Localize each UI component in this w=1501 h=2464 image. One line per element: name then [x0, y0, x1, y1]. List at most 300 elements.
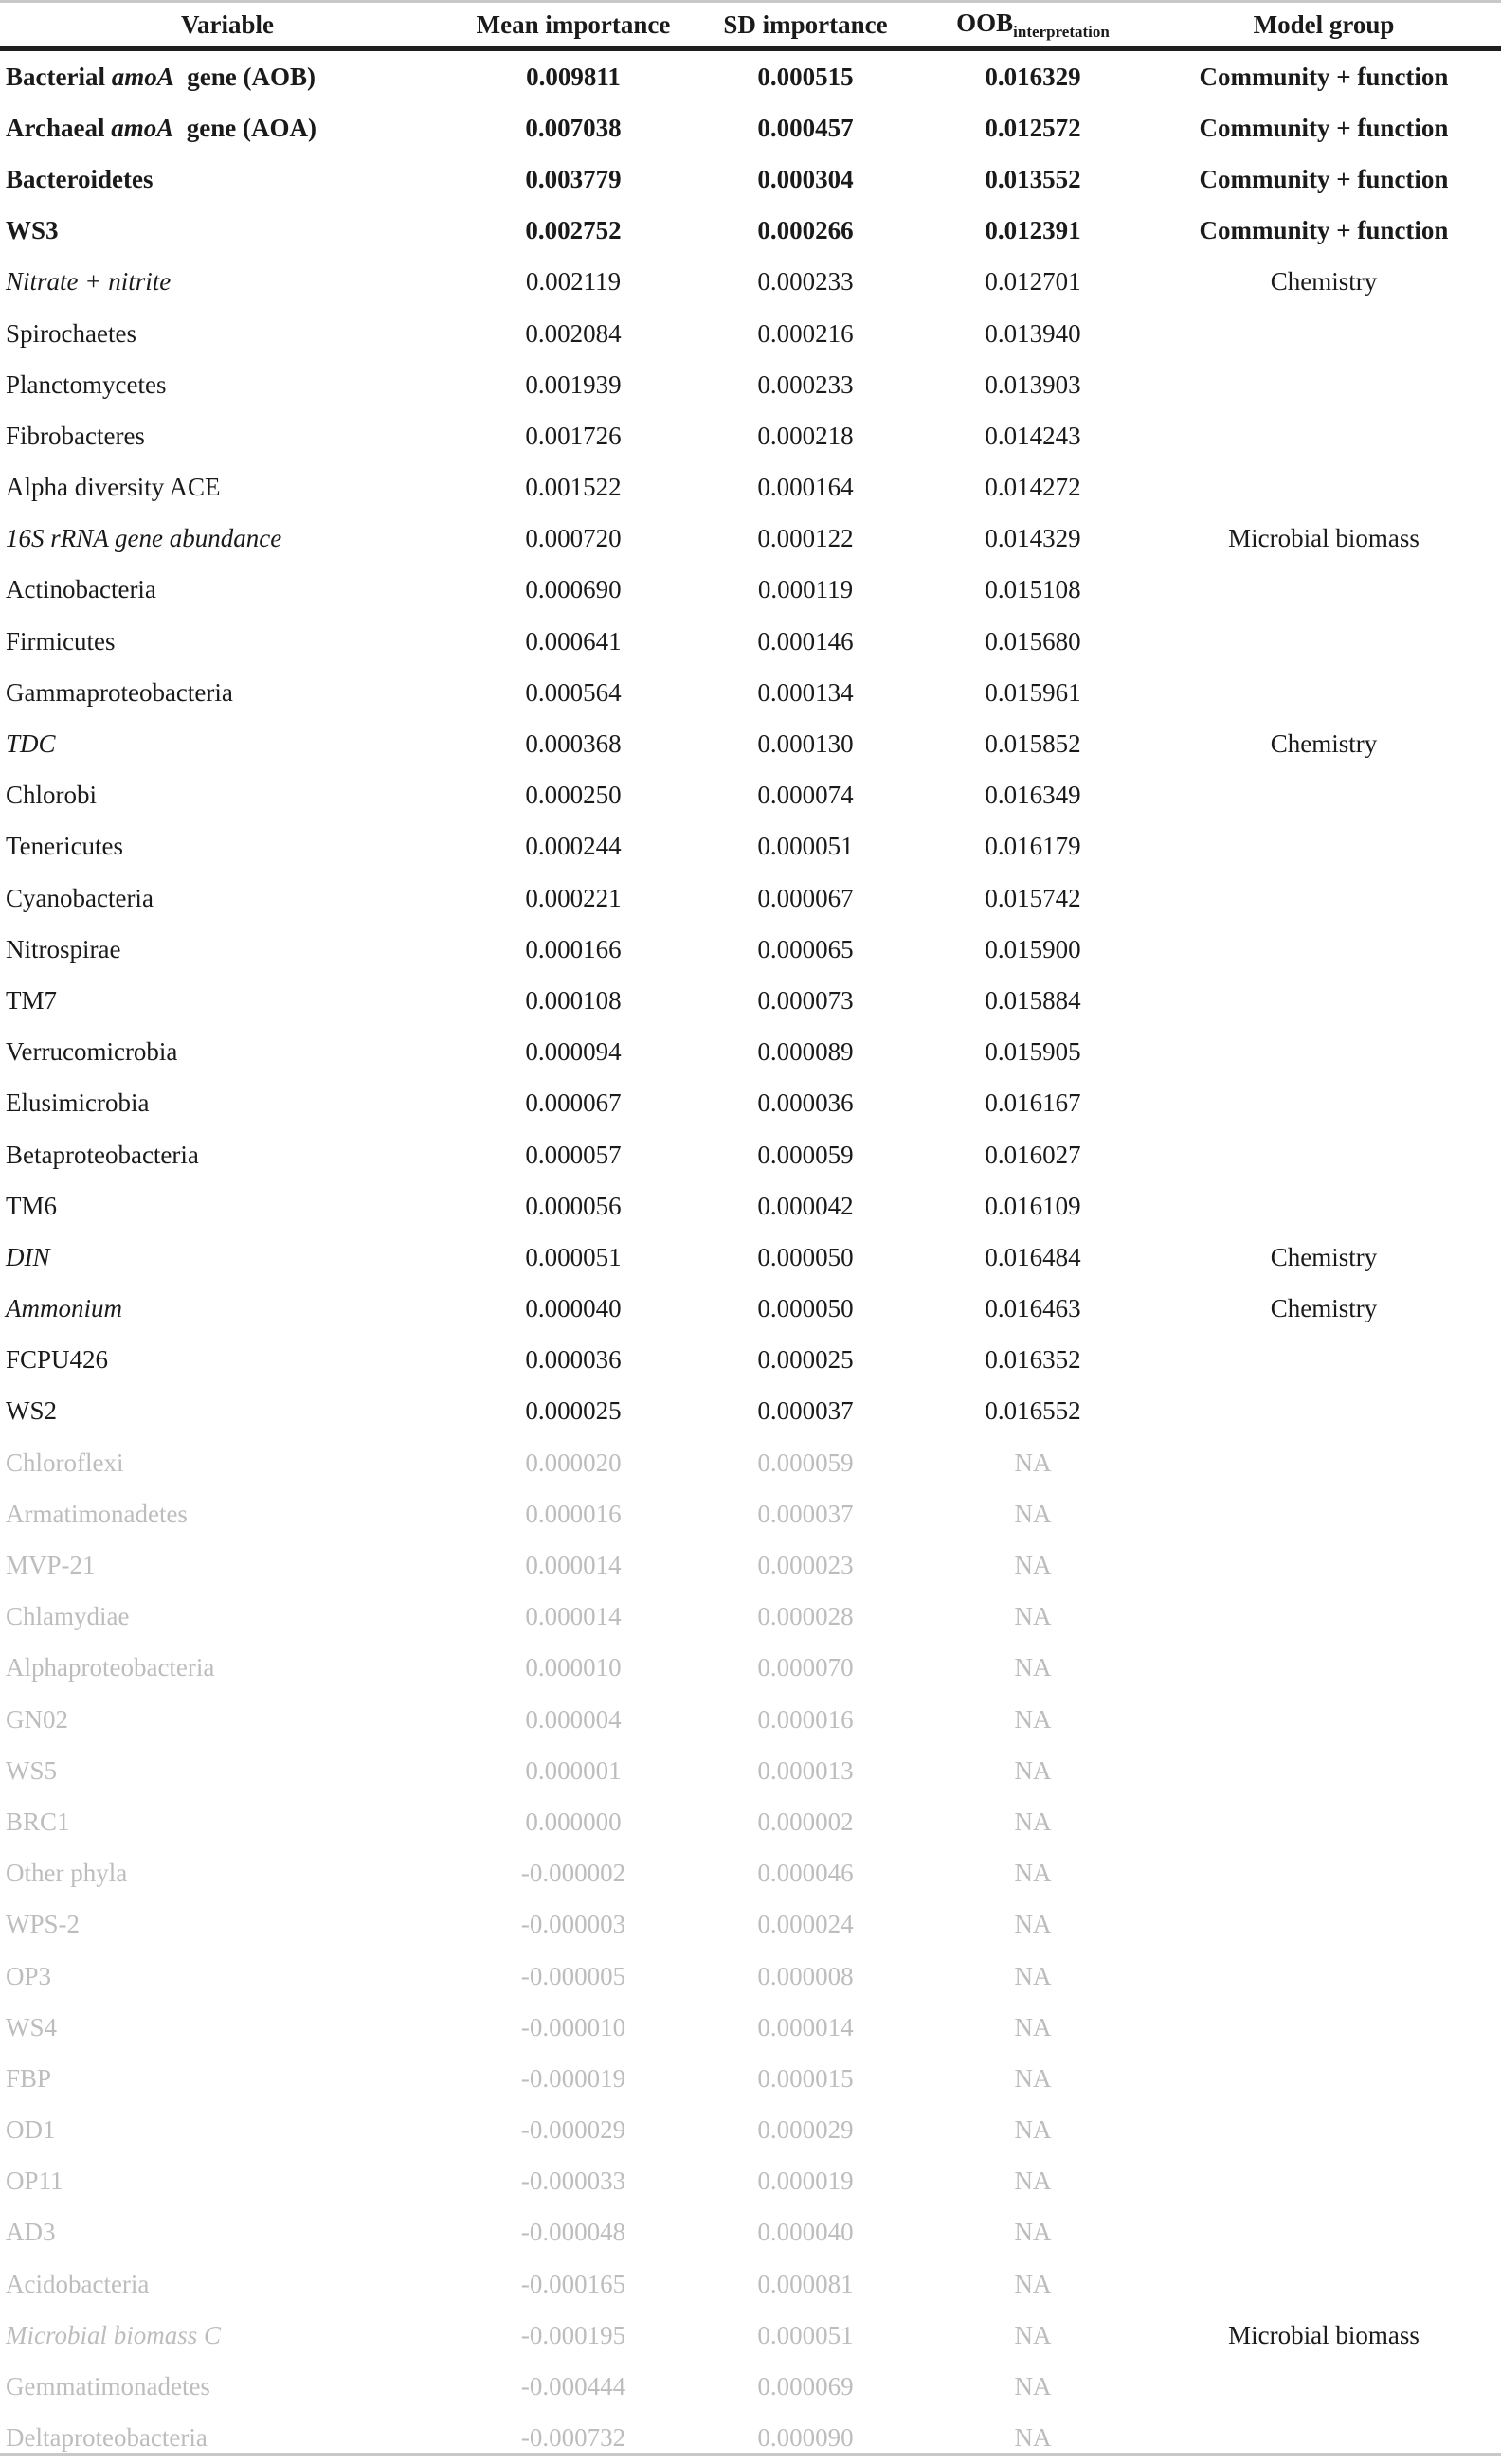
bottom-border — [0, 2453, 1501, 2456]
cell-variable — [0, 616, 455, 667]
table-row — [0, 770, 1501, 821]
table-row — [0, 1078, 1501, 1129]
cell-variable — [0, 308, 455, 359]
variable-italic-text: Microbial biomass C — [6, 2320, 222, 2349]
cell-variable — [0, 102, 455, 153]
cell-variable — [0, 718, 455, 769]
variable-text: Spirochaetes — [6, 318, 136, 348]
cell-variable — [0, 1078, 455, 1129]
table-row — [0, 1232, 1501, 1283]
cell-sd-importance: 0.000040 — [757, 2218, 854, 2247]
cell-mean-importance: 0.000040 — [525, 1294, 622, 1323]
cell-oob-interpretation: 0.015884 — [985, 985, 1081, 1015]
cell-oob-interpretation: 0.013903 — [985, 369, 1081, 399]
variable-text: FBP — [6, 2063, 52, 2093]
variable-text: Archaeal — [6, 113, 112, 142]
variable-importance-table — [0, 3, 1501, 2464]
cell-mean-importance: 0.003779 — [525, 164, 622, 193]
cell-oob-interpretation: NA — [1014, 2115, 1052, 2145]
cell-sd-importance: 0.000051 — [757, 832, 854, 861]
cell-sd-importance: 0.000069 — [757, 2372, 854, 2401]
cell-oob-interpretation: 0.015961 — [985, 677, 1081, 707]
cell-sd-importance: 0.000042 — [757, 1191, 854, 1220]
cell-mean-importance: -0.000165 — [520, 2269, 626, 2298]
cell-oob-interpretation: 0.015680 — [985, 626, 1081, 656]
cell-oob-interpretation: NA — [1014, 2372, 1052, 2401]
cell-model-group — [1147, 462, 1501, 513]
cell-sd-importance: 0.000016 — [757, 1704, 854, 1734]
cell-oob-interpretation: 0.016349 — [985, 781, 1081, 810]
variable-text: OD1 — [6, 2115, 56, 2145]
table-row — [0, 1694, 1501, 1745]
cell-oob-interpretation: 0.016352 — [985, 1345, 1081, 1375]
variable-text: WS2 — [6, 1396, 57, 1426]
cell-variable — [0, 2002, 455, 2053]
cell-sd-importance: 0.000218 — [757, 421, 854, 450]
variable-text: BRC1 — [6, 1807, 70, 1836]
cell-variable — [0, 1796, 455, 1847]
cell-oob-interpretation: 0.016552 — [985, 1396, 1081, 1426]
variable-text: Deltaproteobacteria — [6, 2423, 208, 2453]
cell-oob-interpretation: NA — [1014, 1910, 1052, 1939]
cell-model-group — [1147, 1539, 1501, 1591]
variable-text: Firmicutes — [6, 626, 116, 656]
variable-text: Tenericutes — [6, 832, 124, 861]
cell-mean-importance: 0.009811 — [526, 62, 621, 91]
cell-sd-importance: 0.000090 — [757, 2423, 854, 2453]
cell-sd-importance: 0.000266 — [757, 216, 854, 245]
variable-text: MVP-21 — [6, 1551, 96, 1580]
cell-sd-importance: 0.000046 — [757, 1859, 854, 1888]
cell-oob-interpretation: 0.014272 — [985, 473, 1081, 502]
cell-mean-importance: 0.000094 — [525, 1037, 622, 1067]
cell-mean-importance: 0.000166 — [525, 934, 622, 963]
table-row — [0, 2105, 1501, 2156]
cell-oob-interpretation: NA — [1014, 1755, 1052, 1785]
header-sd-importance: SD importance — [692, 3, 919, 49]
cell-oob-interpretation: NA — [1014, 1602, 1052, 1631]
header-oob-interpretation — [919, 3, 1147, 49]
variable-suffix-text: gene (AOA) — [173, 113, 316, 142]
variable-italic-text: amoA — [111, 62, 174, 91]
cell-model-group — [1147, 565, 1501, 616]
header-variable: Variable — [0, 3, 455, 49]
cell-variable — [0, 1335, 455, 1386]
cell-variable — [0, 1745, 455, 1796]
cell-oob-interpretation: 0.016484 — [985, 1242, 1081, 1271]
variable-text: FCPU426 — [6, 1345, 109, 1375]
cell-mean-importance: 0.000057 — [525, 1140, 622, 1169]
cell-variable — [0, 770, 455, 821]
cell-oob-interpretation: NA — [1014, 1499, 1052, 1528]
cell-oob-interpretation: 0.015900 — [985, 934, 1081, 963]
cell-model-group: Microbial biomass — [1228, 2320, 1420, 2349]
header-oob-subscript: interpretation — [1013, 22, 1110, 41]
cell-mean-importance: -0.000029 — [520, 2115, 626, 2145]
cell-model-group — [1147, 359, 1501, 410]
cell-mean-importance: -0.000002 — [520, 1859, 626, 1888]
cell-sd-importance: 0.000051 — [757, 2320, 854, 2349]
cell-oob-interpretation: 0.016463 — [985, 1294, 1081, 1323]
table-row — [0, 1643, 1501, 1694]
cell-variable — [0, 513, 455, 565]
cell-variable — [0, 667, 455, 718]
table-row — [0, 1539, 1501, 1591]
cell-model-group — [1147, 1951, 1501, 2002]
table-row — [0, 2310, 1501, 2361]
variable-italic-text: amoA — [111, 113, 174, 142]
cell-model-group: Chemistry — [1270, 267, 1378, 297]
cell-model-group — [1147, 1180, 1501, 1232]
cell-sd-importance: 0.000036 — [757, 1088, 854, 1118]
cell-sd-importance: 0.000050 — [757, 1294, 854, 1323]
cell-mean-importance: 0.001939 — [525, 369, 622, 399]
variable-text: Chlorobi — [6, 781, 98, 810]
cell-variable — [0, 410, 455, 461]
cell-variable — [0, 2310, 455, 2361]
table-row — [0, 975, 1501, 1026]
table-row — [0, 359, 1501, 410]
table-row — [0, 2258, 1501, 2310]
cell-oob-interpretation: 0.015852 — [985, 729, 1081, 759]
cell-oob-interpretation: NA — [1014, 1704, 1052, 1734]
cell-mean-importance: 0.000244 — [525, 832, 622, 861]
cell-model-group — [1147, 1796, 1501, 1847]
variable-text: TM7 — [6, 985, 57, 1015]
cell-model-group — [1147, 1592, 1501, 1643]
cell-mean-importance: 0.000036 — [525, 1345, 622, 1375]
cell-variable — [0, 1951, 455, 2002]
cell-mean-importance: 0.000001 — [525, 1755, 622, 1785]
variable-text: Bacteroidetes — [6, 164, 154, 193]
cell-sd-importance: 0.000029 — [757, 2115, 854, 2145]
table-row — [0, 206, 1501, 257]
cell-model-group: Community + function — [1199, 113, 1449, 142]
cell-sd-importance: 0.000130 — [757, 729, 854, 759]
cell-variable — [0, 1643, 455, 1694]
cell-oob-interpretation: 0.016167 — [985, 1088, 1081, 1118]
cell-sd-importance: 0.000024 — [757, 1910, 854, 1939]
variable-text: Alphaproteobacteria — [6, 1653, 215, 1682]
cell-sd-importance: 0.000122 — [757, 524, 854, 553]
table-row — [0, 2002, 1501, 2053]
table-row — [0, 872, 1501, 924]
cell-mean-importance: -0.000048 — [520, 2218, 626, 2247]
cell-sd-importance: 0.000037 — [757, 1499, 854, 1528]
variable-text: WS3 — [6, 216, 59, 245]
cell-sd-importance: 0.000134 — [757, 677, 854, 707]
cell-variable — [0, 2156, 455, 2207]
cell-model-group — [1147, 616, 1501, 667]
cell-oob-interpretation: NA — [1014, 2218, 1052, 2247]
cell-mean-importance: -0.000732 — [520, 2423, 626, 2453]
cell-mean-importance: -0.000019 — [520, 2063, 626, 2093]
variable-text: OP3 — [6, 1961, 52, 1990]
cell-mean-importance: 0.002084 — [525, 318, 622, 348]
cell-sd-importance: 0.000028 — [757, 1602, 854, 1631]
cell-variable — [0, 1899, 455, 1951]
cell-sd-importance: 0.000059 — [757, 1140, 854, 1169]
cell-sd-importance: 0.000023 — [757, 1551, 854, 1580]
cell-oob-interpretation: 0.012391 — [985, 216, 1081, 245]
cell-variable — [0, 924, 455, 975]
cell-model-group: Chemistry — [1270, 729, 1378, 759]
cell-mean-importance: 0.007038 — [525, 113, 622, 142]
variable-text: AD3 — [6, 2218, 56, 2247]
table-row — [0, 102, 1501, 153]
cell-model-group — [1147, 1335, 1501, 1386]
cell-model-group — [1147, 1488, 1501, 1539]
table-row — [0, 1027, 1501, 1078]
cell-sd-importance: 0.000081 — [757, 2269, 854, 2298]
table-row — [0, 1386, 1501, 1437]
cell-model-group — [1147, 1437, 1501, 1488]
cell-model-group — [1147, 308, 1501, 359]
cell-model-group: Community + function — [1199, 164, 1449, 193]
cell-variable — [0, 1539, 455, 1591]
variable-text: GN02 — [6, 1704, 68, 1734]
cell-model-group: Community + function — [1199, 216, 1449, 245]
cell-variable — [0, 1437, 455, 1488]
table-row — [0, 410, 1501, 461]
cell-oob-interpretation: NA — [1014, 1859, 1052, 1888]
cell-variable — [0, 1488, 455, 1539]
cell-sd-importance: 0.000067 — [757, 883, 854, 912]
cell-model-group: Chemistry — [1270, 1242, 1378, 1271]
variable-italic-text: 16S rRNA gene abundance — [6, 524, 282, 553]
variable-text: Acidobacteria — [6, 2269, 150, 2298]
cell-sd-importance: 0.000065 — [757, 934, 854, 963]
cell-variable — [0, 975, 455, 1026]
variable-text: TM6 — [6, 1191, 57, 1220]
variable-text: Elusimicrobia — [6, 1088, 150, 1118]
table-row — [0, 1129, 1501, 1180]
cell-mean-importance: 0.000720 — [525, 524, 622, 553]
cell-model-group: Community + function — [1199, 62, 1449, 91]
cell-sd-importance: 0.000070 — [757, 1653, 854, 1682]
cell-variable — [0, 1386, 455, 1437]
cell-model-group — [1147, 2361, 1501, 2412]
cell-sd-importance: 0.000008 — [757, 1961, 854, 1990]
variable-text: Nitrospirae — [6, 934, 121, 963]
cell-sd-importance: 0.000073 — [757, 985, 854, 1015]
cell-variable — [0, 872, 455, 924]
cell-oob-interpretation: 0.013552 — [985, 164, 1081, 193]
cell-oob-interpretation: 0.013940 — [985, 318, 1081, 348]
cell-mean-importance: -0.000010 — [520, 2012, 626, 2041]
cell-variable — [0, 2053, 455, 2104]
cell-sd-importance: 0.000119 — [757, 575, 854, 604]
cell-sd-importance: 0.000457 — [757, 113, 854, 142]
table-row — [0, 49, 1501, 103]
cell-variable — [0, 2105, 455, 2156]
variable-text: Armatimonadetes — [6, 1499, 188, 1528]
table-row — [0, 257, 1501, 308]
cell-variable — [0, 462, 455, 513]
header-row — [0, 3, 1501, 49]
cell-variable — [0, 1694, 455, 1745]
cell-mean-importance: 0.000051 — [525, 1242, 622, 1271]
cell-oob-interpretation: NA — [1014, 2167, 1052, 2196]
cell-mean-importance: -0.000033 — [520, 2167, 626, 2196]
table-body — [0, 49, 1501, 2464]
table-row — [0, 1592, 1501, 1643]
variable-italic-text: TDC — [6, 729, 56, 759]
variable-text: Actinobacteria — [6, 575, 156, 604]
cell-mean-importance: 0.000010 — [525, 1653, 622, 1682]
variable-italic-text: Ammonium — [6, 1294, 122, 1323]
cell-sd-importance: 0.000025 — [757, 1345, 854, 1375]
cell-oob-interpretation: 0.016027 — [985, 1140, 1081, 1169]
cell-oob-interpretation: 0.016109 — [985, 1191, 1081, 1220]
cell-mean-importance: 0.001726 — [525, 421, 622, 450]
cell-mean-importance: 0.002752 — [525, 216, 622, 245]
cell-model-group — [1147, 2105, 1501, 2156]
table-row — [0, 1335, 1501, 1386]
cell-variable — [0, 206, 455, 257]
variable-text: Other phyla — [6, 1859, 128, 1888]
cell-oob-interpretation: 0.012701 — [985, 267, 1081, 297]
cell-model-group — [1147, 2258, 1501, 2310]
cell-mean-importance: 0.000014 — [525, 1602, 622, 1631]
table-row — [0, 667, 1501, 718]
cell-variable — [0, 1027, 455, 1078]
table-row — [0, 924, 1501, 975]
cell-model-group — [1147, 1899, 1501, 1951]
cell-model-group: Chemistry — [1270, 1294, 1378, 1323]
cell-sd-importance: 0.000002 — [757, 1807, 854, 1836]
cell-model-group — [1147, 1129, 1501, 1180]
cell-model-group — [1147, 1027, 1501, 1078]
cell-mean-importance: 0.002119 — [525, 267, 622, 297]
cell-sd-importance: 0.000304 — [757, 164, 854, 193]
cell-sd-importance: 0.000515 — [757, 62, 854, 91]
cell-model-group — [1147, 1643, 1501, 1694]
table-row — [0, 1488, 1501, 1539]
cell-model-group — [1147, 2002, 1501, 2053]
cell-sd-importance: 0.000013 — [757, 1755, 854, 1785]
table-row — [0, 1745, 1501, 1796]
cell-sd-importance: 0.000146 — [757, 626, 854, 656]
cell-oob-interpretation: 0.014329 — [985, 524, 1081, 553]
header-model-group: Model group — [1147, 3, 1501, 49]
cell-mean-importance: 0.000250 — [525, 781, 622, 810]
cell-oob-interpretation: NA — [1014, 1807, 1052, 1836]
cell-oob-interpretation: NA — [1014, 1551, 1052, 1580]
cell-sd-importance: 0.000233 — [757, 267, 854, 297]
cell-variable — [0, 153, 455, 205]
cell-sd-importance: 0.000074 — [757, 781, 854, 810]
variable-suffix-text: gene (AOB) — [173, 62, 316, 91]
cell-sd-importance: 0.000089 — [757, 1037, 854, 1067]
cell-mean-importance: 0.000108 — [525, 985, 622, 1015]
variable-text: Alpha diversity ACE — [6, 473, 221, 502]
cell-oob-interpretation: NA — [1014, 2269, 1052, 2298]
cell-mean-importance: -0.000195 — [520, 2320, 626, 2349]
cell-variable — [0, 2258, 455, 2310]
cell-variable — [0, 1180, 455, 1232]
cell-mean-importance: 0.001522 — [525, 473, 622, 502]
variable-italic-text: DIN — [6, 1242, 50, 1271]
cell-oob-interpretation: 0.015108 — [985, 575, 1081, 604]
cell-model-group — [1147, 872, 1501, 924]
table-row — [0, 1796, 1501, 1847]
cell-mean-importance: 0.000368 — [525, 729, 622, 759]
table-row — [0, 1899, 1501, 1951]
cell-variable — [0, 565, 455, 616]
variable-text: Betaproteobacteria — [6, 1140, 199, 1169]
table-row — [0, 2156, 1501, 2207]
cell-variable — [0, 1592, 455, 1643]
cell-mean-importance: -0.000005 — [520, 1961, 626, 1990]
cell-model-group — [1147, 2053, 1501, 2104]
cell-model-group — [1147, 924, 1501, 975]
variable-text: WPS-2 — [6, 1910, 81, 1939]
cell-variable — [0, 359, 455, 410]
cell-model-group — [1147, 975, 1501, 1026]
cell-model-group — [1147, 1078, 1501, 1129]
variable-text: WS5 — [6, 1755, 57, 1785]
table-row — [0, 1951, 1501, 2002]
variable-text: Gemmatimonadetes — [6, 2372, 210, 2401]
variable-text: Chloroflexi — [6, 1448, 124, 1477]
cell-model-group: Microbial biomass — [1228, 524, 1420, 553]
cell-variable — [0, 1232, 455, 1283]
table-row — [0, 1848, 1501, 1899]
cell-sd-importance: 0.000233 — [757, 369, 854, 399]
cell-mean-importance: 0.000564 — [525, 677, 622, 707]
cell-oob-interpretation: NA — [1014, 2063, 1052, 2093]
cell-oob-interpretation: NA — [1014, 2320, 1052, 2349]
variable-text: Verrucomicrobia — [6, 1037, 178, 1067]
table-row — [0, 2053, 1501, 2104]
cell-oob-interpretation: 0.016329 — [985, 62, 1081, 91]
table-row — [0, 2361, 1501, 2412]
cell-mean-importance: 0.000025 — [525, 1396, 622, 1426]
table-row — [0, 513, 1501, 565]
cell-model-group — [1147, 2156, 1501, 2207]
header-oob-main: OOB — [956, 8, 1014, 37]
cell-oob-interpretation: 0.015742 — [985, 883, 1081, 912]
cell-sd-importance: 0.000164 — [757, 473, 854, 502]
cell-oob-interpretation: NA — [1014, 2423, 1052, 2453]
cell-variable — [0, 49, 455, 103]
cell-variable — [0, 257, 455, 308]
cell-mean-importance: 0.000641 — [525, 626, 622, 656]
cell-oob-interpretation: NA — [1014, 1653, 1052, 1682]
variable-text: Bacterial — [6, 62, 112, 91]
cell-mean-importance: 0.000014 — [525, 1551, 622, 1580]
cell-variable — [0, 2361, 455, 2412]
cell-mean-importance: 0.000690 — [525, 575, 622, 604]
cell-model-group — [1147, 770, 1501, 821]
cell-variable — [0, 1284, 455, 1335]
cell-mean-importance: 0.000016 — [525, 1499, 622, 1528]
cell-sd-importance: 0.000050 — [757, 1242, 854, 1271]
cell-oob-interpretation: NA — [1014, 2012, 1052, 2041]
variable-text: Cyanobacteria — [6, 883, 154, 912]
cell-model-group — [1147, 1745, 1501, 1796]
table-row — [0, 308, 1501, 359]
variable-text: WS4 — [6, 2012, 57, 2041]
cell-model-group — [1147, 1694, 1501, 1745]
variable-text: Planctomycetes — [6, 369, 167, 399]
table-row — [0, 718, 1501, 769]
variable-italic-text: Nitrate + nitrite — [6, 267, 172, 297]
table-row — [0, 821, 1501, 872]
header-mean-importance: Mean importance — [455, 3, 692, 49]
cell-oob-interpretation: 0.014243 — [985, 421, 1081, 450]
